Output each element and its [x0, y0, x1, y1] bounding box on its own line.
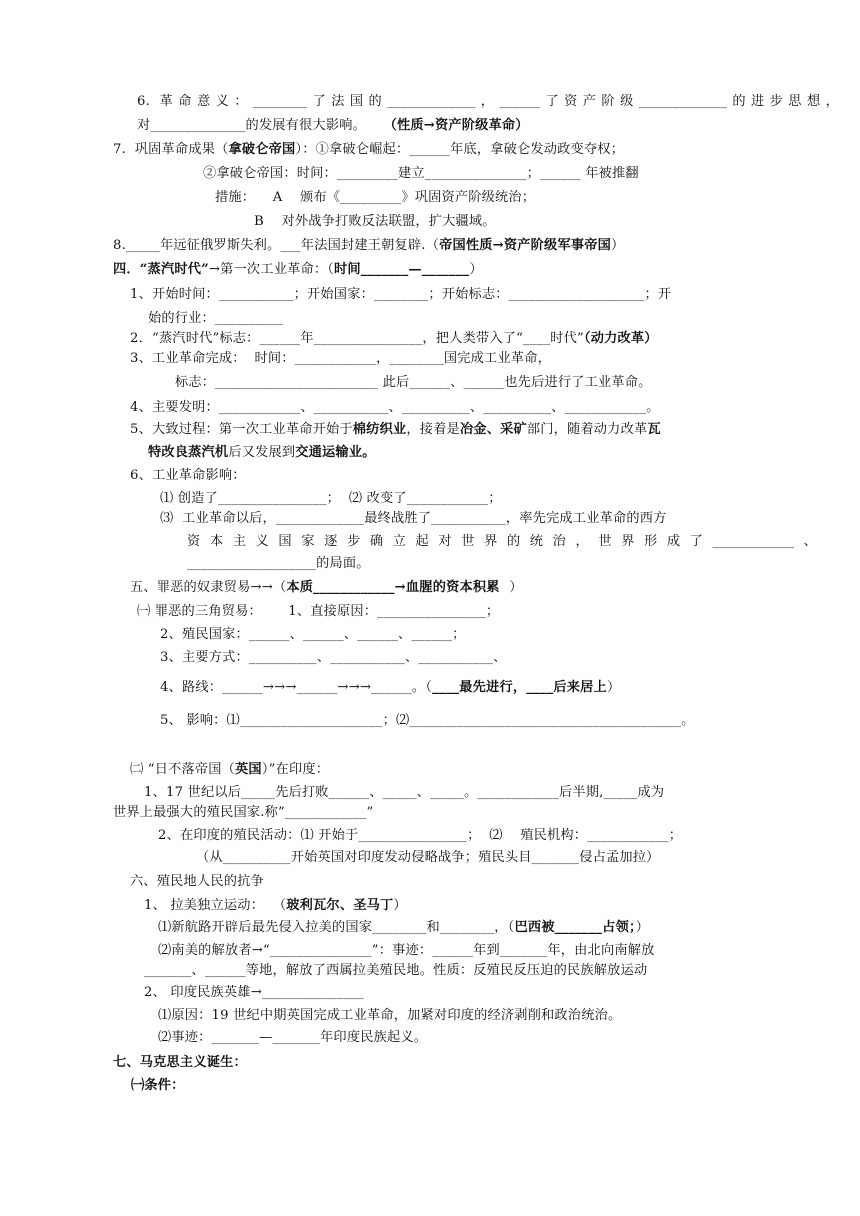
text-line: [130, 330, 658, 348]
bold-text: 本质____________→血腥的资本积累: [286, 580, 510, 595]
bold-text: 时间_______—_______: [334, 262, 470, 277]
text-line: [215, 189, 535, 207]
text-line: [160, 626, 466, 644]
text-segment: ）: [469, 262, 483, 277]
text-line: [144, 784, 664, 802]
bold-text: 交通运输业。: [295, 445, 376, 460]
text-line: [144, 962, 647, 980]
bold-text: 冶金、采矿: [459, 422, 527, 437]
text-line: [137, 93, 839, 111]
text-line: [203, 165, 639, 183]
text-segment: ）: [606, 680, 621, 695]
text-segment: 措施： A 颁布《_________》巩固资产阶级统治；: [215, 190, 536, 205]
text-line: [144, 897, 407, 915]
text-segment: ㈡ “日不落帝国（: [130, 762, 236, 777]
bold-text: 帝国性质→资产阶级军事帝国: [439, 238, 611, 253]
bold-text: 棉纺织业: [352, 422, 407, 437]
text-line: [113, 804, 373, 822]
bold-text: 瓦: [647, 422, 661, 437]
text-segment: 1、17 世纪以后_____先后打败______、_____、_____。____________后半期,_____成为: [144, 785, 665, 800]
bold-text: （性质→资产阶级革命）: [383, 118, 529, 133]
text-segment: ⑵南美的解放者→“_______________”：事迹：______年到_______年，由北向南解放: [158, 943, 655, 958]
text-segment: 1、 拉美独立运动： （: [144, 898, 287, 913]
text-line: [131, 1077, 185, 1095]
text-line: [158, 919, 649, 937]
text-segment: ，接着是: [406, 422, 460, 437]
text-line: [130, 421, 661, 439]
text-segment: B 对外战争打败反法联盟，扩大疆域。: [254, 214, 496, 229]
text-segment: 7. 巩固革命成果（: [113, 142, 229, 157]
text-line: [158, 1007, 621, 1025]
text-line: [130, 873, 264, 891]
text-line: [130, 467, 246, 485]
text-segment: 6、工业革命影响：: [130, 468, 246, 483]
text-line: [130, 350, 551, 368]
text-line: [158, 827, 682, 845]
text-segment: 资本主义国家逐步确立起对世界的统治，世界形成了____________、: [187, 534, 817, 549]
text-segment: 8._____年远征俄罗斯失利。___年法国封建王朝复辟.（: [113, 238, 440, 253]
text-segment: 2、 印度民族英雄→_______________: [144, 985, 364, 1000]
text-segment: 1、开始时间：___________；开始国家：________；开始标志：____________________；开: [130, 287, 672, 302]
text-line: [113, 141, 624, 159]
text-segment: ⑵事迹：_______—_______年印度民族起义。: [158, 1030, 428, 1045]
text-segment: ⑴新航路开辟后最先侵入拉美的国家________和________，（: [158, 920, 515, 935]
text-segment: 始的行业：__________: [148, 311, 283, 326]
bold-text: 拿破仑帝国: [228, 142, 296, 157]
text-line: [160, 510, 667, 528]
text-line: [160, 490, 502, 508]
text-segment: ）: [611, 238, 625, 253]
text-segment: ）: [509, 580, 523, 595]
text-line: [113, 261, 483, 279]
text-line: [187, 555, 370, 573]
text-segment: 世界上最强大的殖民国家.称”____________”: [113, 805, 374, 820]
text-segment: ）：①拿破仑崛起：______年底，拿破仑发动政变夺权；: [295, 142, 625, 157]
text-segment: 后又发展到: [228, 445, 296, 460]
bold-text: 特改良蒸汽机: [148, 445, 229, 460]
text-line: [130, 399, 660, 417]
text-line: [130, 286, 671, 304]
text-line: [158, 942, 655, 960]
text-segment: 五、罪恶的奴隶贸易→→（: [130, 580, 287, 595]
bold-text: ㈠条件：: [131, 1078, 185, 1093]
text-segment: （从__________开始英国对印度发动侵略战争；殖民头目_______侵占孟加拉）: [196, 850, 660, 865]
text-segment: 5、 影响：⑴_____________________；⑵________________________________________。: [160, 713, 695, 728]
text-segment: 5、大致过程：第一次工业革命开始于: [130, 422, 353, 437]
text-segment: 3、工业革命完成： 时间：____________，________国完成工业革命，: [130, 351, 551, 366]
text-line: [254, 213, 496, 231]
text-segment: 标志：________________________ 此后______、______也先后进行了工业革命。: [175, 375, 652, 390]
text-line: [113, 237, 624, 255]
text-line: [113, 1054, 247, 1072]
text-segment: 4、路线：______→→→______→→→______。（: [160, 680, 433, 695]
text-segment: ___________________的局面。: [187, 556, 370, 571]
text-segment: 部门，随着动力改革: [526, 422, 648, 437]
text-line: [137, 603, 499, 621]
text-segment: 2．“蒸汽时代”标志：______年________________，把人类带入了“____时代”: [130, 331, 584, 346]
text-segment: 2、殖民国家：______、______、______、______；: [160, 627, 466, 642]
text-line: [187, 533, 817, 551]
text-segment: 3、主要方式：__________、___________、___________、: [160, 650, 507, 665]
text-segment: ⑴原因：19 世纪中期英国完成工业革命，加紧对印度的经济剥削和政治统治。: [158, 1008, 622, 1023]
bold-text: 七、马克思主义诞生：: [113, 1055, 247, 1070]
text-segment: 2、在印度的殖民活动：⑴ 开始于________________； ⑵ 殖民机构：____________；: [158, 828, 683, 843]
text-line: [196, 849, 660, 867]
bold-text: 英国: [235, 762, 262, 777]
text-line: [137, 117, 529, 135]
text-line: [160, 712, 695, 730]
text-line: [158, 1029, 427, 1047]
text-segment: 4、主要发明：____________、___________、__________、__________、____________。: [130, 400, 660, 415]
text-segment: 6. 革命意义：________了法国的_____________，______了资产阶级_____________的进步思想，: [137, 94, 839, 109]
text-segment: ⑶ 工业革命以后，_____________最终战胜了___________，率先完成工业革命的西方: [160, 511, 667, 526]
text-segment: ）”在印度：: [261, 762, 330, 777]
text-segment: ㈠ 罪恶的三角贸易： 1、直接原因：________________；: [137, 604, 500, 619]
text-segment: ②拿破仑帝国：时间：_________建立_______________；______ 年被推翻: [203, 166, 639, 181]
text-line: [144, 984, 364, 1002]
bold-text: 玻利瓦尔、圣马丁: [286, 898, 394, 913]
text-segment: →第一次工业革命：（: [208, 262, 335, 277]
text-segment: ）: [393, 898, 407, 913]
text-segment: _______、______等地，解放了西属拉美殖民地。性质：反殖民反压迫的民族解放运动: [144, 963, 648, 978]
text-line: [175, 374, 652, 392]
text-segment: 对______________的发展有很大影响。: [137, 118, 384, 133]
text-segment: 六、殖民地人民的抗争: [130, 874, 264, 889]
text-line: [130, 579, 523, 597]
text-line: [160, 679, 620, 697]
text-line: [148, 310, 283, 328]
text-line: [130, 761, 329, 779]
bold-text: （动力改革）: [583, 331, 658, 346]
bold-text: 四．“蒸汽时代”: [113, 262, 209, 277]
bold-text: ____最先进行，____后来居上: [432, 680, 607, 695]
text-line: [148, 444, 376, 462]
text-segment: ⑴ 创造了________________； ⑵ 改变了____________；: [160, 491, 502, 506]
text-segment: ）: [635, 920, 650, 935]
text-line: [160, 649, 506, 667]
bold-text: 巴西被_______占领；: [514, 920, 636, 935]
